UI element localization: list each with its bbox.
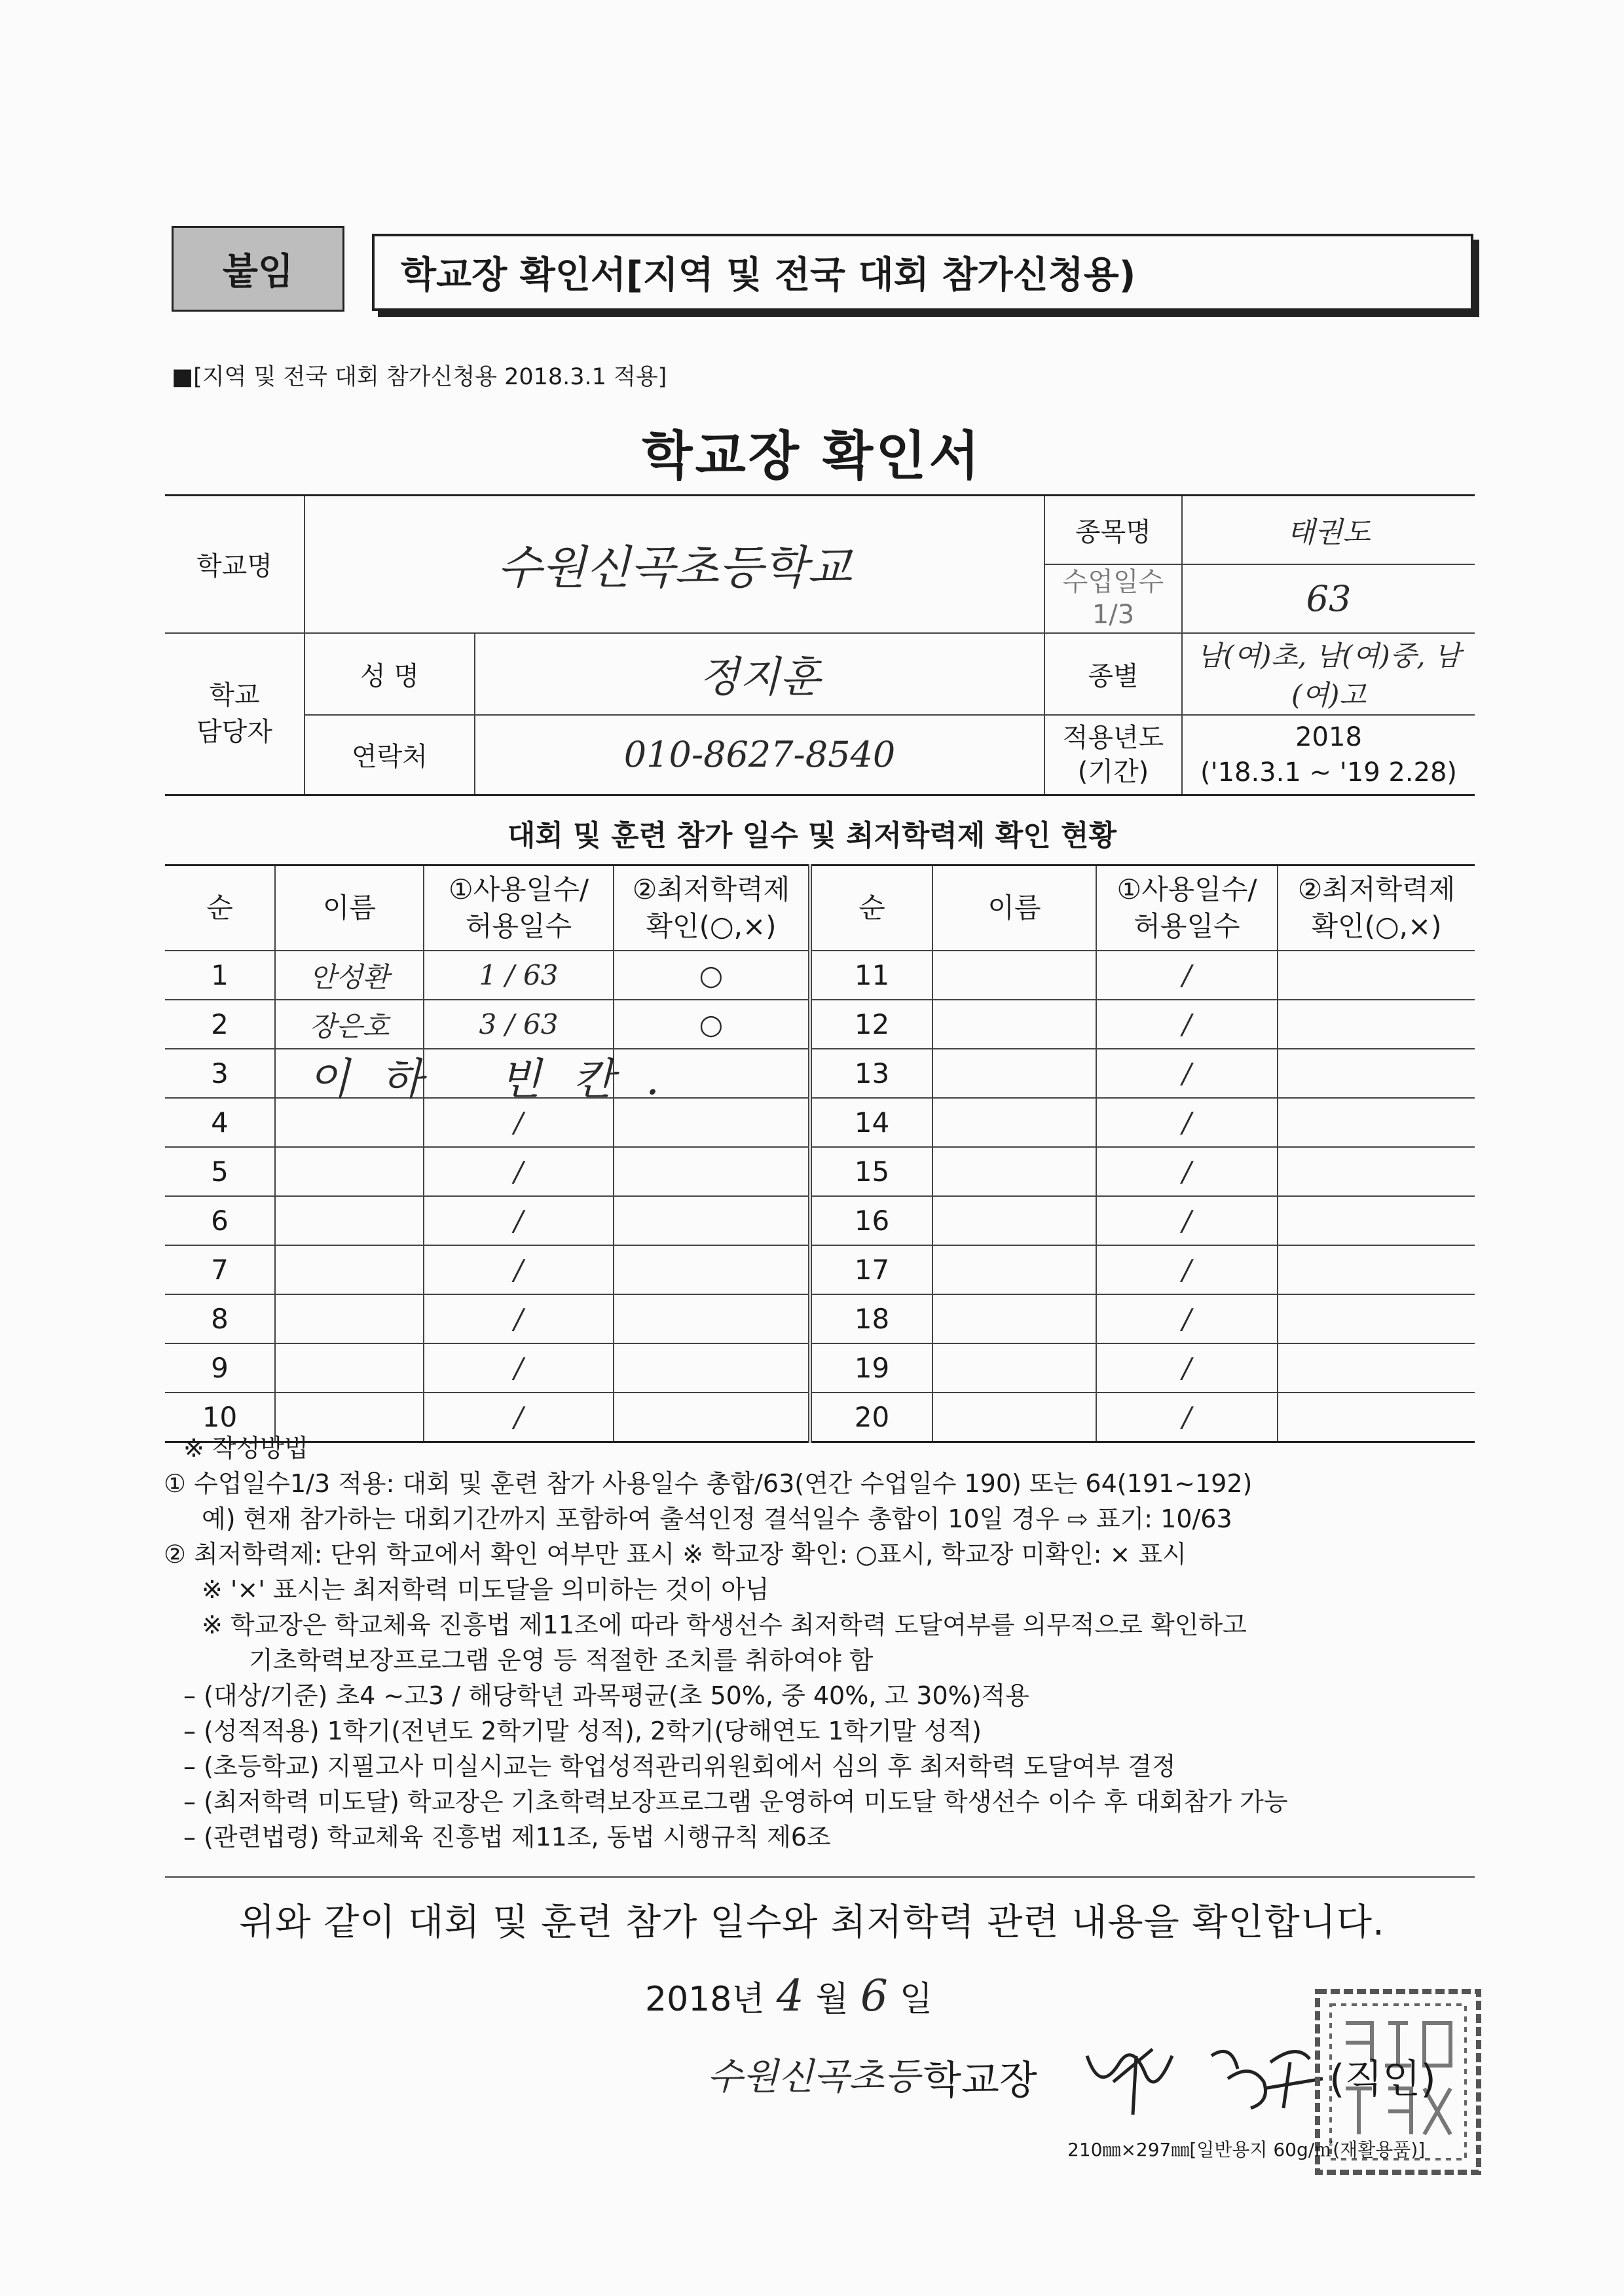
- scope-note: ■[지역 및 전국 대회 참가신청용 2018.3.1 적용]: [172, 364, 667, 390]
- row-days: /: [1096, 1343, 1278, 1393]
- class-days-label: 수업일수 1/3: [1044, 564, 1182, 633]
- instructions: [164, 1430, 1480, 1855]
- row-min-check: ○: [614, 951, 810, 1000]
- row-min-check: [614, 1343, 810, 1393]
- row-name: [932, 1245, 1096, 1294]
- row-min-check: [1278, 1098, 1475, 1147]
- note-line: ② 최저학력제: 단위 학교에서 확인 여부만 표시 ※ 학교장 확인: ○표시, 학교장 미확인: × 표시: [164, 1540, 1187, 1569]
- row-days: 3 / 63: [424, 1000, 614, 1049]
- note-line: 예) 현재 참가하는 대회기간까지 포함하여 출석인정 결석일수 총합이 10일 경우 ⇨ 표기: 10/63: [202, 1504, 1232, 1533]
- paper-spec: 210㎜×297㎜[일반용지 60g/㎡(재활용품)]: [1067, 2139, 1426, 2160]
- row-name: [932, 1000, 1096, 1049]
- row-days: /: [1096, 1393, 1278, 1442]
- notes-heading: ※ 작성방법: [183, 1434, 308, 1463]
- row-days: /: [424, 1196, 614, 1245]
- row-name: [275, 1245, 424, 1294]
- contact-value: 010-8627-8540: [475, 715, 1044, 795]
- school-name-value: 수원신곡초등학교: [304, 496, 1044, 633]
- seal-mark: (직인): [1329, 2056, 1436, 2102]
- row-days: /: [1096, 1294, 1278, 1343]
- table-row: [165, 1000, 1475, 1049]
- row-days: 1 / 63: [424, 951, 614, 1000]
- document-title-box: 학교장 확인서[지역 및 전국 대회 참가신청용): [372, 234, 1473, 311]
- row-number: 18: [810, 1294, 932, 1343]
- event-label: 종목명: [1044, 496, 1182, 564]
- row-days: /: [1096, 1196, 1278, 1245]
- table-row: [165, 1147, 1475, 1196]
- row-name: [932, 951, 1096, 1000]
- vacancy-note: 이하 빈칸.: [308, 1054, 691, 1104]
- person-name-value: 정지훈: [475, 633, 1044, 715]
- row-min-check: [1278, 1049, 1475, 1098]
- year-value: 2018 ('18.3.1 ~ '19 2.28): [1182, 715, 1475, 795]
- note-line: – (관련법령) 학교체육 진흥법 제11조, 동법 시행규칙 제6조: [183, 1823, 831, 1851]
- year-label: 적용년도 (기간): [1044, 715, 1182, 795]
- note-line: – (초등학교) 지필고사 미실시교는 학업성적관리위원회에서 심의 후 최저학력 도달여부 결정: [183, 1752, 1176, 1781]
- class-days-value: 63: [1182, 564, 1475, 633]
- row-days: /: [424, 1294, 614, 1343]
- row-name: 장은호: [275, 1000, 424, 1049]
- status-table: [165, 864, 1475, 1443]
- row-number: 12: [810, 1000, 932, 1049]
- row-min-check: [614, 1245, 810, 1294]
- row-number: 5: [165, 1147, 275, 1196]
- manager-label: 학교 담당자: [165, 633, 304, 795]
- row-name: [275, 1147, 424, 1196]
- row-number: 13: [810, 1049, 932, 1098]
- col-name-header: 이름: [932, 866, 1096, 951]
- table-row: [165, 1343, 1475, 1393]
- row-number: 20: [810, 1393, 932, 1442]
- row-number: 4: [165, 1098, 275, 1147]
- row-number: 9: [165, 1343, 275, 1393]
- main-title: 학교장 확인서: [642, 426, 982, 486]
- col-days-header: ①사용일수/ 허용일수: [1096, 866, 1278, 951]
- row-number: 8: [165, 1294, 275, 1343]
- row-days: /: [1096, 1049, 1278, 1098]
- signature: [1074, 2016, 1336, 2134]
- confirmation-statement: 위와 같이 대회 및 훈련 참가 일수와 최저학력 관련 내용을 확인합니다.: [239, 1901, 1385, 1944]
- row-days: /: [1096, 1245, 1278, 1294]
- note-line: ① 수업일수1/3 적용: 대회 및 훈련 참가 사용일수 총합/63(연간 수업일수 190) 또는 64(191~192): [164, 1469, 1253, 1498]
- contact-label: 연락처: [304, 715, 475, 795]
- col-order-header: 순: [165, 866, 275, 951]
- school-short-name: 수원신곡초등: [707, 2056, 920, 2098]
- row-name: [275, 1196, 424, 1245]
- note-line: ※ '×' 표시는 최저학력 미도달을 의미하는 것이 아님: [202, 1575, 769, 1604]
- row-number: 6: [165, 1196, 275, 1245]
- row-min-check: [1278, 1343, 1475, 1393]
- row-number: 10: [165, 1393, 275, 1442]
- row-days: /: [1096, 1000, 1278, 1049]
- row-min-check: [1278, 1196, 1475, 1245]
- category-value: 남(여)초, 남(여)중, 남(여)고: [1182, 633, 1475, 715]
- row-min-check: [614, 1196, 810, 1245]
- table-row: [165, 1196, 1475, 1245]
- col-name-header: 이름: [275, 866, 424, 951]
- row-min-check: [614, 1294, 810, 1343]
- row-days: /: [424, 1098, 614, 1147]
- table-row: [165, 951, 1475, 1000]
- event-value: 태권도: [1182, 496, 1475, 564]
- row-min-check: [1278, 1245, 1475, 1294]
- row-name: [932, 1147, 1096, 1196]
- row-name: [932, 1098, 1096, 1147]
- row-number: 7: [165, 1245, 275, 1294]
- row-min-check: ○: [614, 1000, 810, 1049]
- col-min-header: ②최저학력제 확인(○,×): [1278, 866, 1475, 951]
- row-days: /: [424, 1245, 614, 1294]
- row-days: /: [1096, 951, 1278, 1000]
- col-days-header: ①사용일수/ 허용일수: [424, 866, 614, 951]
- row-min-check: [1278, 1147, 1475, 1196]
- table-row: [165, 1294, 1475, 1343]
- status-heading: 대회 및 훈련 참가 일수 및 최저학력제 확인 현황: [507, 819, 1117, 852]
- principal-label: 학교장: [923, 2058, 1037, 2104]
- note-line: – (대상/기준) 초4 ~고3 / 해당학년 과목평균(초 50%, 중 40%, 고 30%)적용: [183, 1681, 1029, 1710]
- row-number: 17: [810, 1245, 932, 1294]
- row-number: 14: [810, 1098, 932, 1147]
- row-name: [932, 1294, 1096, 1343]
- table-row: [165, 1245, 1475, 1294]
- row-min-check: [614, 1147, 810, 1196]
- school-name-label: 학교명: [165, 496, 304, 633]
- row-days: /: [1096, 1098, 1278, 1147]
- issue-date: 2018년 4 월 6 일: [645, 1971, 933, 2021]
- row-days: /: [1096, 1147, 1278, 1196]
- note-line: ※ 학교장은 학교체육 진흥법 제11조에 따라 학생선수 최저학력 도달여부를 의무적으로 확인하고: [202, 1611, 1247, 1639]
- row-min-check: [1278, 951, 1475, 1000]
- row-number: 11: [810, 951, 932, 1000]
- note-line: – (성적적용) 1학기(전년도 2학기말 성적), 2학기(당해연도 1학기말 성적): [183, 1717, 982, 1745]
- row-number: 16: [810, 1196, 932, 1245]
- row-number: 2: [165, 1000, 275, 1049]
- row-number: 3: [165, 1049, 275, 1098]
- person-name-label: 성 명: [304, 633, 475, 715]
- row-name: [932, 1196, 1096, 1245]
- row-number: 19: [810, 1343, 932, 1393]
- col-order-header: 순: [810, 866, 932, 951]
- note-line: 기초학력보장프로그램 운영 등 적절한 조치를 취하여야 함: [249, 1646, 874, 1675]
- divider: [165, 1876, 1475, 1878]
- row-number: 15: [810, 1147, 932, 1196]
- attachment-tag: 붙임: [172, 226, 344, 312]
- row-name: [275, 1343, 424, 1393]
- info-table: [165, 494, 1475, 796]
- category-label: 종별: [1044, 633, 1182, 715]
- row-min-check: [1278, 1294, 1475, 1343]
- note-line: – (최저학력 미도달) 학교장은 기초학력보장프로그램 운영하여 미도달 학생선수 이수 후 대회참가 가능: [183, 1787, 1288, 1816]
- row-min-check: [1278, 1000, 1475, 1049]
- row-days: /: [424, 1147, 614, 1196]
- row-name: 안성환: [275, 951, 424, 1000]
- row-days: /: [424, 1393, 614, 1442]
- row-name: [275, 1294, 424, 1343]
- row-name: [932, 1049, 1096, 1098]
- row-number: 1: [165, 951, 275, 1000]
- col-min-header: ②최저학력제 확인(○,×): [614, 866, 810, 951]
- row-days: /: [424, 1343, 614, 1393]
- row-name: [932, 1343, 1096, 1393]
